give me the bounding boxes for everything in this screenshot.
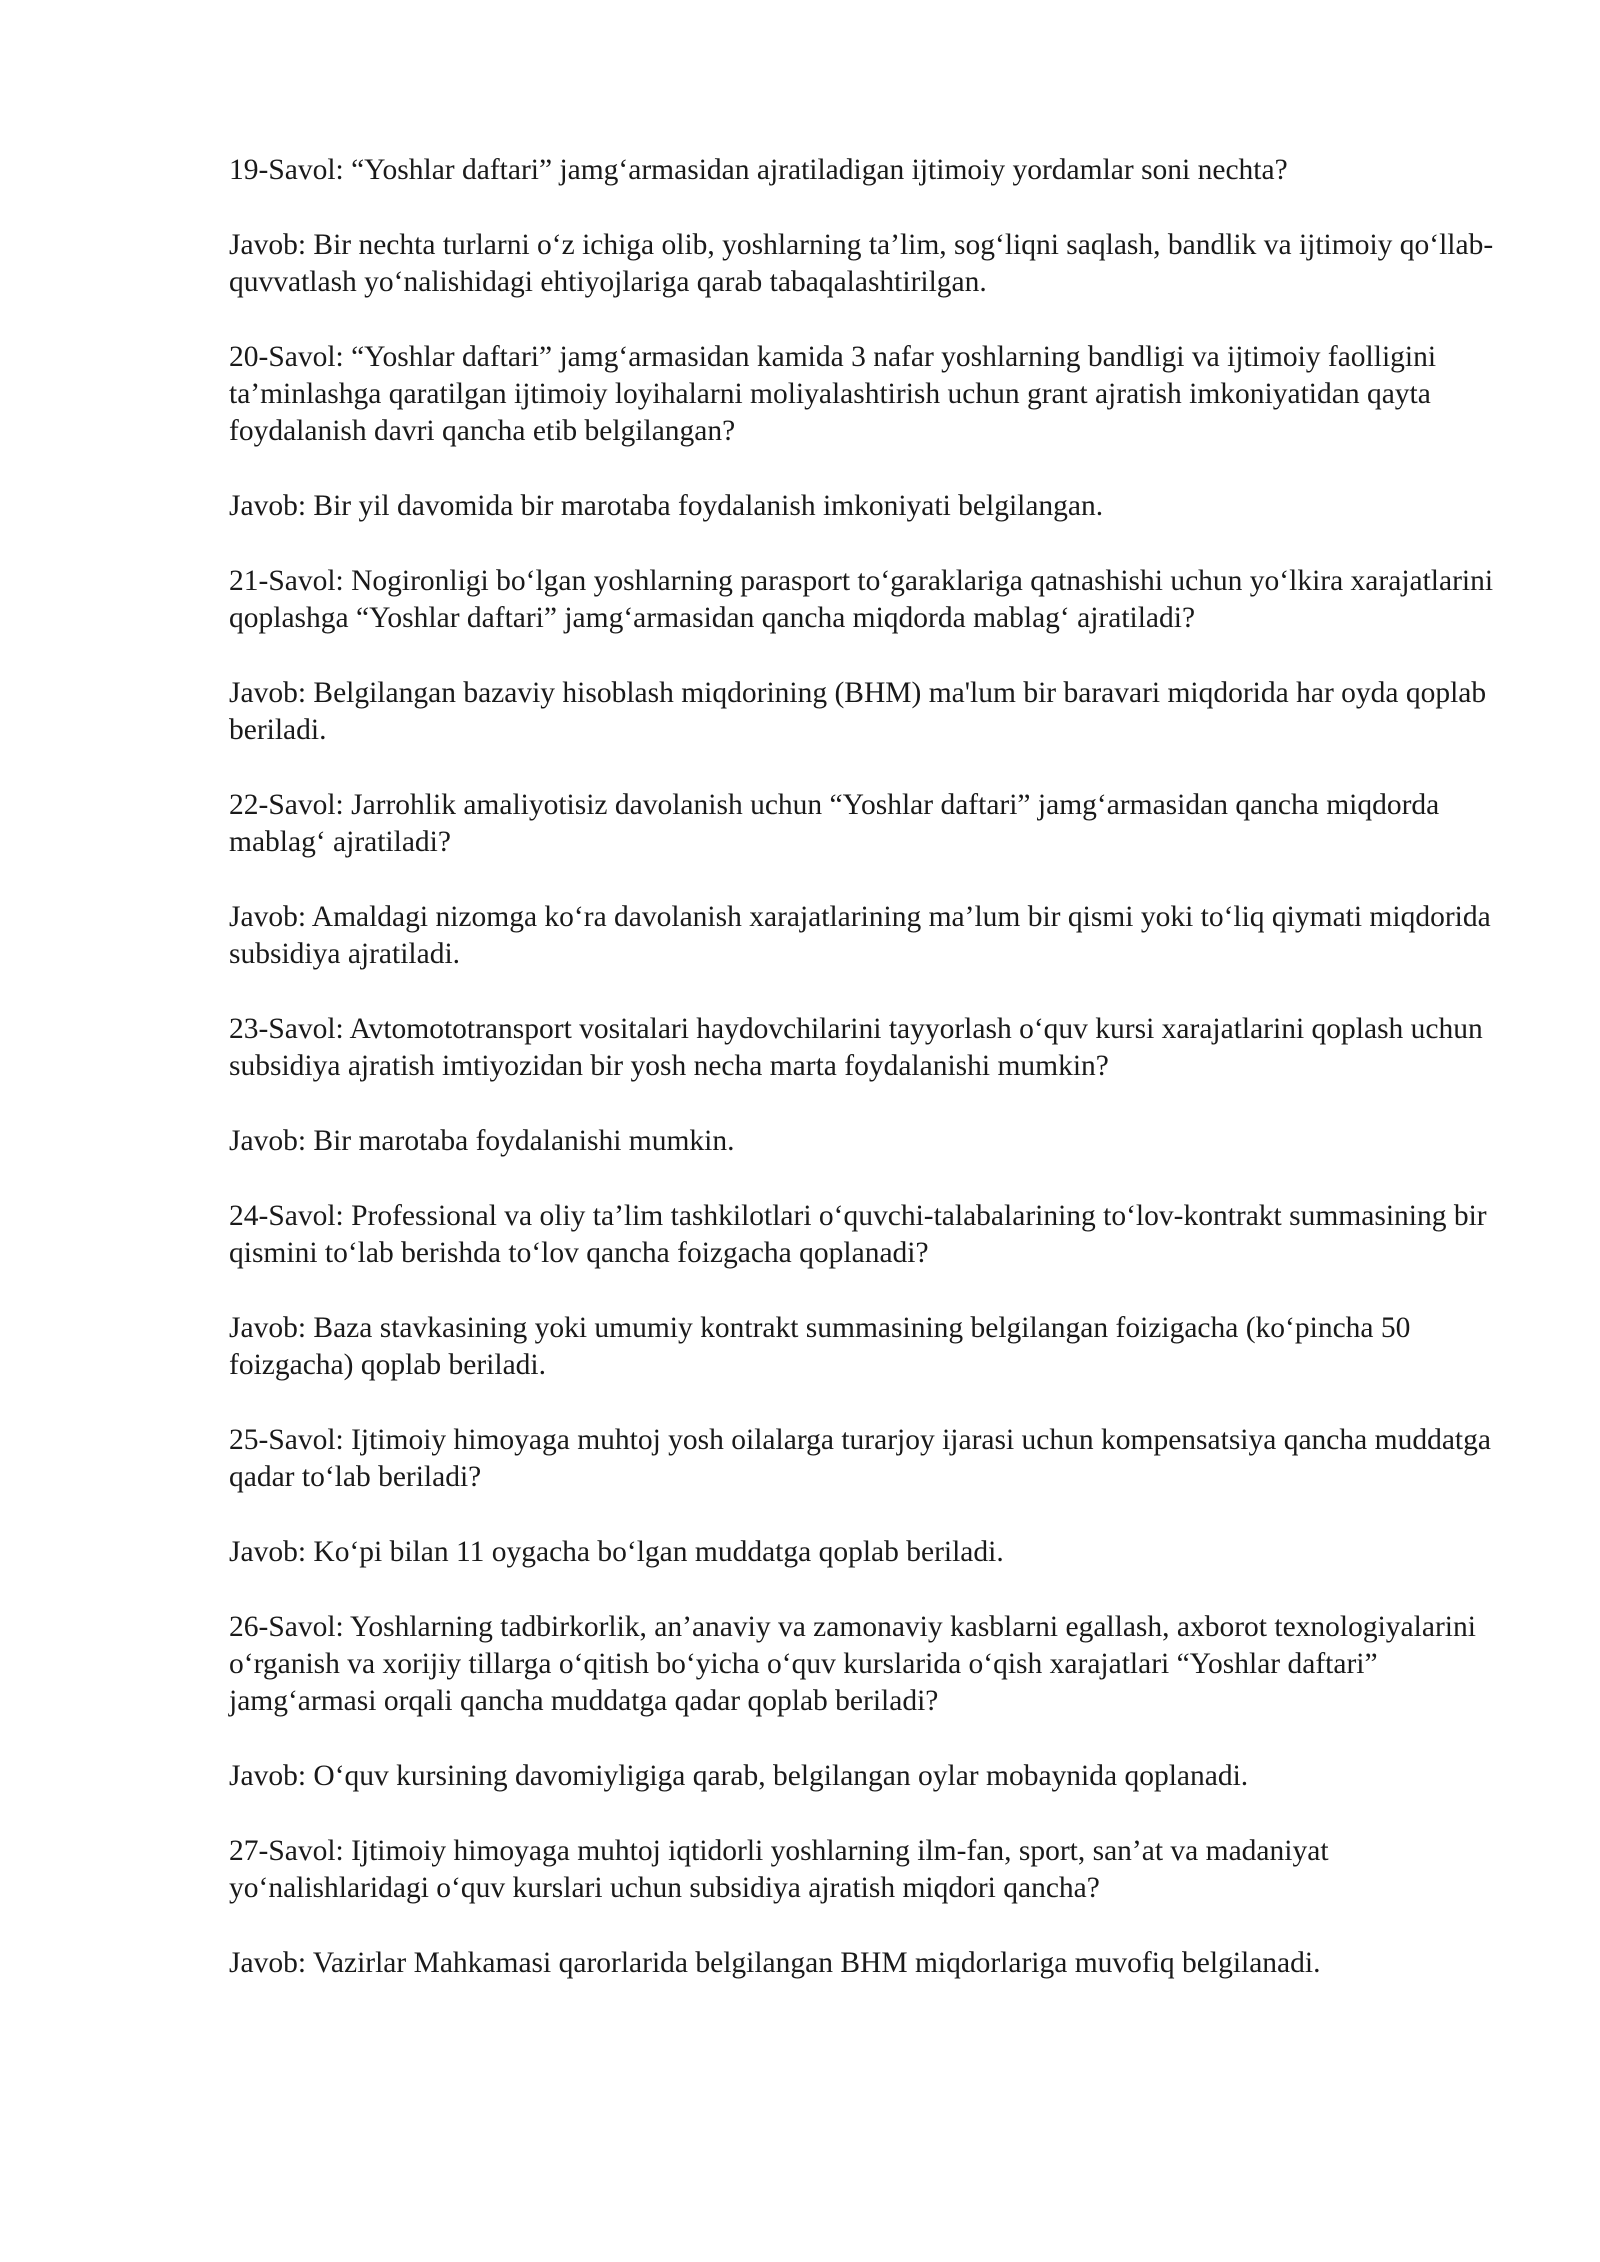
- answer-20: Javob: Bir yil davomida bir marotaba foydalanish imkoniyati belgilangan.: [229, 490, 1104, 522]
- answer-27: Javob: Vazirlar Mahkamasi qarorlarida belgilangan BHM miqdorlariga muvofiq belgilanadi.: [229, 1947, 1321, 1979]
- answer-25: Javob: Ko‘pi bilan 11 oygacha bo‘lgan muddatga qoplab beriladi.: [229, 1536, 1004, 1568]
- question-23: 23-Savol: Avtomototransport vositalari haydovchilarini tayyorlash o‘quv kursi xarajatlarini qoplash uchun subsidiya ajratish imtiyozidan bir yosh necha marta foydalanishi mumkin?: [229, 1013, 1483, 1082]
- question-19: 19-Savol: “Yoshlar daftari” jamg‘armasidan ajratiladigan ijtimoiy yordamlar soni nechta?: [229, 154, 1288, 186]
- answer-24: Javob: Baza stavkasining yoki umumiy kontrakt summasining belgilangan foizigacha (ko‘pincha 50 foizgacha) qoplab beriladi.: [229, 1312, 1411, 1381]
- question-24: 24-Savol: Professional va oliy ta’lim tashkilotlari o‘quvchi-talabalarining to‘lov-kontrakt summasining bir qismini to‘lab berishda to‘lov qancha foizgacha qoplanadi?: [229, 1200, 1487, 1269]
- question-27: 27-Savol: Ijtimoiy himoyaga muhtoj iqtidorli yoshlarning ilm-fan, sport, san’at va madaniyat yo‘nalishlaridagi o‘quv kurslari uchun subsidiya ajratish miqdori qancha?: [229, 1835, 1329, 1904]
- answer-26: Javob: O‘quv kursining davomiyligiga qarab, belgilangan oylar mobaynida qoplanadi.: [229, 1760, 1249, 1792]
- document-page: [229, 152, 1494, 2020]
- qa-item-22: [229, 787, 1494, 973]
- question-25: 25-Savol: Ijtimoiy himoyaga muhtoj yosh oilalarga turarjoy ijarasi uchun kompensatsiya qancha muddatga qadar to‘lab beriladi?: [229, 1424, 1491, 1493]
- qa-item-19: [229, 152, 1494, 301]
- qa-item-20: [229, 339, 1494, 525]
- answer-22: Javob: Amaldagi nizomga ko‘ra davolanish xarajatlarining ma’lum bir qismi yoki to‘liq qiymati miqdorida subsidiya ajratiladi.: [229, 901, 1491, 970]
- qa-item-23: [229, 1011, 1494, 1160]
- qa-item-26: [229, 1609, 1494, 1795]
- qa-item-21: [229, 563, 1494, 749]
- question-26: 26-Savol: Yoshlarning tadbirkorlik, an’anaviy va zamonaviy kasblarni egallash, axborot texnologiyalarini o‘rganish va xorijiy tillarga o‘qitish bo‘yicha o‘quv kurslarida o‘qish xarajatlari “Yoshlar daftari” jamg‘armasi orqali qancha muddatga qadar qoplab beriladi?: [229, 1611, 1476, 1717]
- answer-23: Javob: Bir marotaba foydalanishi mumkin.: [229, 1125, 735, 1157]
- question-22: 22-Savol: Jarrohlik amaliyotisiz davolanish uchun “Yoshlar daftari” jamg‘armasidan qancha miqdorda mablag‘ ajratiladi?: [229, 789, 1440, 858]
- answer-21: Javob: Belgilangan bazaviy hisoblash miqdorining (BHM) ma'lum bir baravari miqdorida har oyda qoplab beriladi.: [229, 677, 1487, 746]
- qa-item-25: [229, 1422, 1494, 1571]
- question-21: 21-Savol: Nogironligi bo‘lgan yoshlarning parasport to‘garaklariga qatnashishi uchun yo‘lkira xarajatlarini qoplashga “Yoshlar daftari” jamg‘armasidan qancha miqdorda mablag‘ ajratiladi?: [229, 565, 1494, 634]
- answer-19: Javob: Bir nechta turlarni o‘z ichiga olib, yoshlarning ta’lim, sog‘liqni saqlash, bandlik va ijtimoiy qo‘llab-quvvatlash yo‘nalishidagi ehtiyojlariga qarab tabaqalashtirilgan.: [229, 229, 1494, 298]
- question-20: 20-Savol: “Yoshlar daftari” jamg‘armasidan kamida 3 nafar yoshlarning bandligi va ijtimoiy faolligini ta’minlashga qaratilgan ijtimoiy loyihalarni moliyalashtirish uchun grant ajratish imkoniyatidan qayta foydalanish davri qancha etib belgilangan?: [229, 341, 1437, 447]
- qa-item-27: [229, 1833, 1494, 1982]
- qa-item-24: [229, 1198, 1494, 1384]
